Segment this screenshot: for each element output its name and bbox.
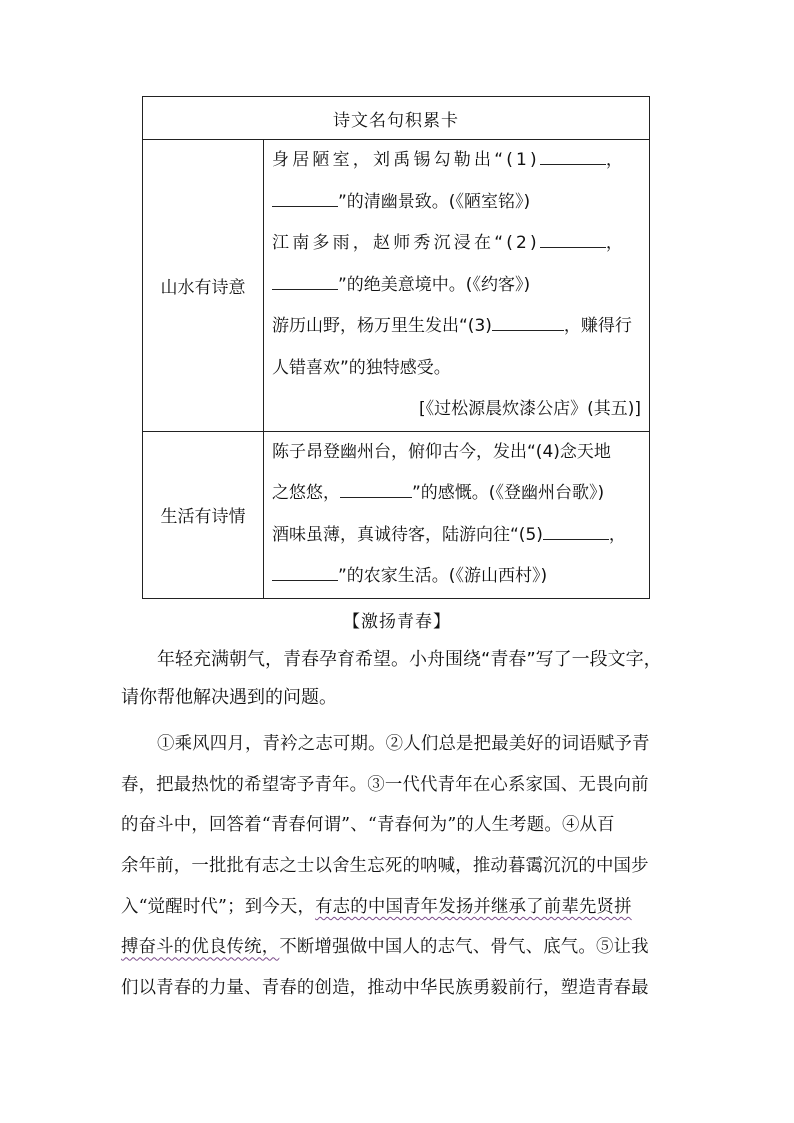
answer-blank-4 [340, 483, 412, 498]
card-line: 身居陋室，刘禹锡勾勒出“(1) ， [272, 150, 627, 170]
answer-blank-1 [540, 150, 606, 165]
underlined-sentence-end: 搏奋斗的优良传统， [121, 937, 280, 958]
underlined-sentence: 有志的中国青年发扬并继承了前辈先贤拼 [315, 896, 632, 917]
answer-blank-2 [540, 233, 606, 248]
intro-paragraph: 年轻充满朝气，青春孕育希望。小舟围绕“青春”写了一段文字， 请你帮他解决遇到的问题。 [121, 649, 662, 708]
card-section-life [143, 431, 650, 598]
poetry-card [142, 96, 650, 599]
card-source: [《过松源晨炊漆公店》(其五)] [418, 399, 641, 419]
card-section-landscape [143, 140, 650, 432]
card-line: 陈子昂登幽州台，俯仰古今，发出“(4)念天地 [272, 441, 611, 462]
passage-line: 搏奋斗的优良传统，不断增强做中国人的志气、骨气、底气。⑤让我 [121, 937, 649, 958]
card-line: ”的清幽景致。(《陋室铭》) [272, 182, 643, 224]
answer-blank-2b [272, 275, 338, 290]
answer-blank-3 [492, 316, 564, 331]
section-category: 山水有诗意 [143, 140, 264, 432]
passage-line: 春，把最热忱的希望寄予青年。③一代代青年在心系家国、无畏向前 [121, 774, 649, 795]
card-line: 游历山野，杨万里生发出“(3) ，赚得行 [272, 316, 632, 336]
passage-line: 的奋斗中，回答着“青春何谓”、“青春何为”的人生考题。④从百 [121, 815, 615, 836]
passage-line: 入“觉醒时代”；到今天，有志的中国青年发扬并继承了前辈先贤拼 [121, 896, 632, 917]
answer-blank-5 [543, 525, 609, 540]
card-line: ”的农家生活。(《游山西村》) [272, 556, 643, 598]
card-line: 之悠悠， ”的感慨。(《登幽州台歌》) [272, 483, 605, 503]
card-title: 诗文名句积累卡 [143, 97, 650, 140]
passage-line: 余年前，一批批有志之士以舍生忘死的呐喊，推动暮霭沉沉的中国步 [121, 856, 649, 877]
section-heading: 【激扬青春】 [343, 612, 451, 632]
card-line: 酒味虽薄，真诚待客，陆游向往“(5) ， [272, 524, 626, 545]
passage-paragraph [121, 724, 675, 1009]
passage-line: 们以青春的力量、青春的创造，推动中华民族勇毅前行，塑造青春最 [121, 978, 649, 999]
card-line: ”的绝美意境中。(《约客》) [272, 265, 643, 307]
passage-line: ①乘风四月，青衿之志可期。②人们总是把最美好的词语赋予青 [157, 734, 650, 754]
card-line: 人错喜欢”的独特感受。 [272, 357, 451, 378]
section-category: 生活有诗情 [143, 431, 264, 598]
answer-blank-5b [272, 566, 338, 581]
card-line: 江南多雨，赵师秀沉浸在“(2) ， [272, 233, 627, 253]
answer-blank-1b [272, 192, 338, 207]
